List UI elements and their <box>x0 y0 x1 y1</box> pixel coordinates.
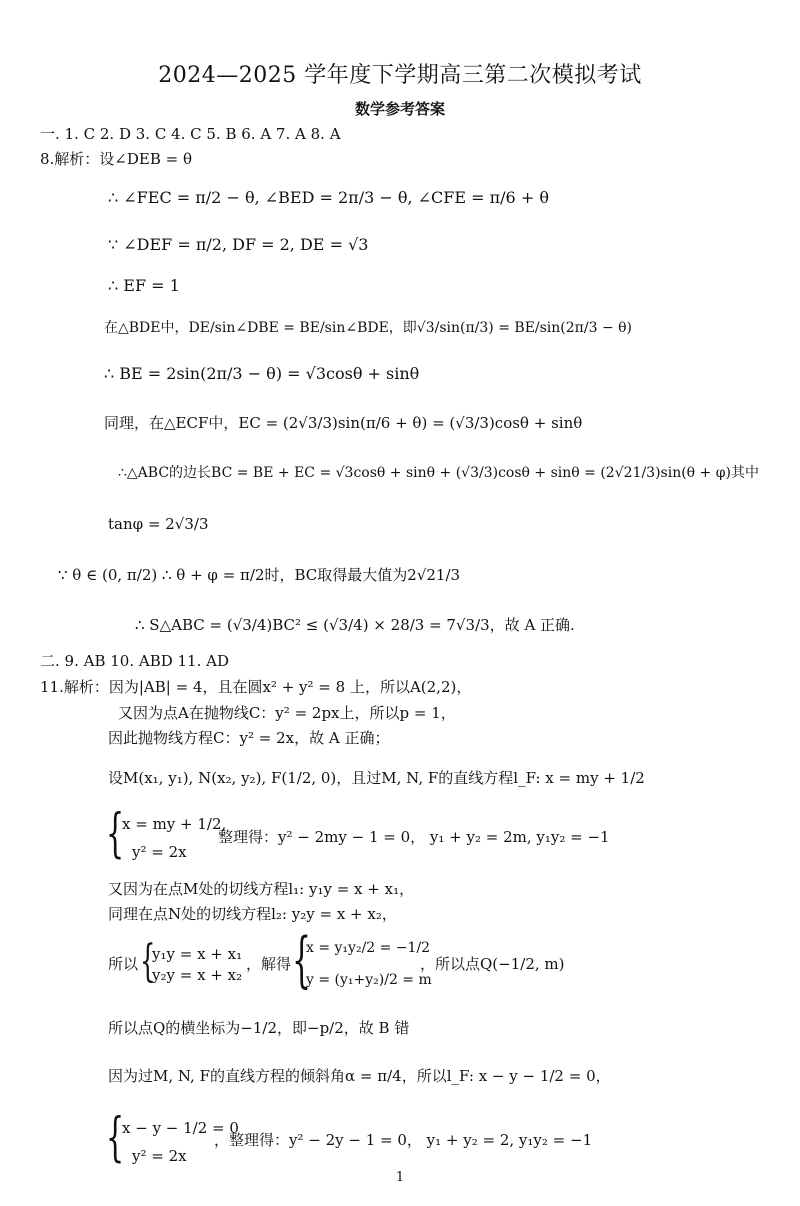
answer-line-choices: 一. 1. C 2. D 3. C 4. C 5. B 6. A 7. A 8. A <box>40 125 341 143</box>
system-brace: { <box>140 936 156 987</box>
solution-8-step-5: ∴ BE = 2sin(2π/3 − θ) = √3cosθ + sinθ <box>104 364 420 383</box>
system-1-result: 整理得：y² − 2my − 1 = 0， y₁ + y₂ = 2m, y₁y₂ = −1 <box>218 828 610 846</box>
solution-8-step-1: ∴ ∠FEC = π/2 − θ, ∠BED = 2π/3 − θ, ∠CFE = π/6 + θ <box>108 188 549 207</box>
answer-line-multiple-choice: 二. 9. AB 10. ABD 11. AD <box>40 652 229 670</box>
solution-11-step-4: 又因为在点M处的切线方程l₁: y₁y = x + x₁， <box>108 880 415 898</box>
system-2-solution-y: y = (y₁+y₂)/2 = m <box>306 972 432 988</box>
solution-11-step-6: 所以点Q的横坐标为−1/2，即−p/2，故 B 错 <box>108 1019 410 1037</box>
solution-8-step-3: ∴ EF = 1 <box>108 276 180 295</box>
solution-8-step-8: tanφ = 2√3/3 <box>108 515 209 533</box>
page-subtitle: 数学参考答案 <box>354 100 445 118</box>
system-2-equation-1: y₁y = x + x₁ <box>152 945 243 963</box>
solution-8-step-7: ∴△ABC的边长BC = BE + EC = √3cosθ + sinθ + (√3/3)cosθ + sinθ = (2√21/3)sin(θ + φ)其中 <box>118 465 759 481</box>
solution-11-step-5: 同理在点N处的切线方程l₂: y₂y = x + x₂， <box>108 905 397 923</box>
system-3-equation-1: x − y − 1/2 = 0 <box>122 1119 239 1137</box>
system-2-solve-label: ，解得 <box>246 955 292 973</box>
solution-8-step-9: ∵ θ ∈ (0, π/2) ∴ θ + φ = π/2时，BC取得最大值为2√21/3 <box>58 566 461 584</box>
system-2-result: ，所以点Q(−1/2, m) <box>420 955 565 973</box>
solution-11-step-7: 因为过M, N, F的直线方程的倾斜角α = π/4，所以l_F: x − y − 1/2 = 0， <box>108 1067 611 1085</box>
solution-11-step-3: 设M(x₁, y₁), N(x₂, y₂), F(1/2, 0)，且过M, N, F的直线方程l_F: x = my + 1/2 <box>108 769 645 787</box>
system-2-prefix: 所以 <box>108 955 139 973</box>
solution-8-step-2: ∵ ∠DEF = π/2, DF = 2, DE = √3 <box>108 235 369 254</box>
solution-8-conclusion: ∴ S△ABC = (√3/4)BC² ≤ (√3/4) × 28/3 = 7√3/3，故 A 正确. <box>135 616 575 634</box>
page-title: 2024—2025 学年度下学期高三第二次模拟考试 <box>158 63 642 88</box>
page-number: 1 <box>395 1170 405 1185</box>
solution-8-step-6: 同理，在△ECF中，EC = (2√3/3)sin(π/6 + θ) = (√3/3)cosθ + sinθ <box>104 414 583 432</box>
system-3-equation-2: y² = 2x <box>132 1147 187 1165</box>
system-brace: { <box>106 804 125 864</box>
solution-11-step-2: 因此抛物线方程C：y² = 2x，故 A 正确； <box>108 729 390 747</box>
system-2-equation-2: y₂y = x + x₂ <box>152 966 243 984</box>
solution-11-step-1: 又因为点A在抛物线C：y² = 2px上，所以p = 1， <box>118 704 456 722</box>
solution-8-heading: 8.解析：设∠DEB = θ <box>40 150 193 168</box>
system-2-solution-x: x = y₁y₂/2 = −1/2 <box>306 940 431 956</box>
system-brace: { <box>292 925 312 995</box>
system-brace: { <box>106 1108 125 1168</box>
solution-11-heading: 11.解析：因为|AB| = 4，且在圆x² + y² = 8 上，所以A(2,2)， <box>40 678 472 696</box>
system-3-result: ，整理得：y² − 2y − 1 = 0， y₁ + y₂ = 2, y₁y₂ = −1 <box>214 1131 593 1149</box>
system-1-equation-1: x = my + 1/2, <box>122 815 227 833</box>
solution-8-step-4: 在△BDE中，DE/sin∠DBE = BE/sin∠BDE，即√3/sin(π/3) = BE/sin(2π/3 − θ) <box>104 320 633 336</box>
system-1-equation-2: y² = 2x <box>132 843 187 861</box>
